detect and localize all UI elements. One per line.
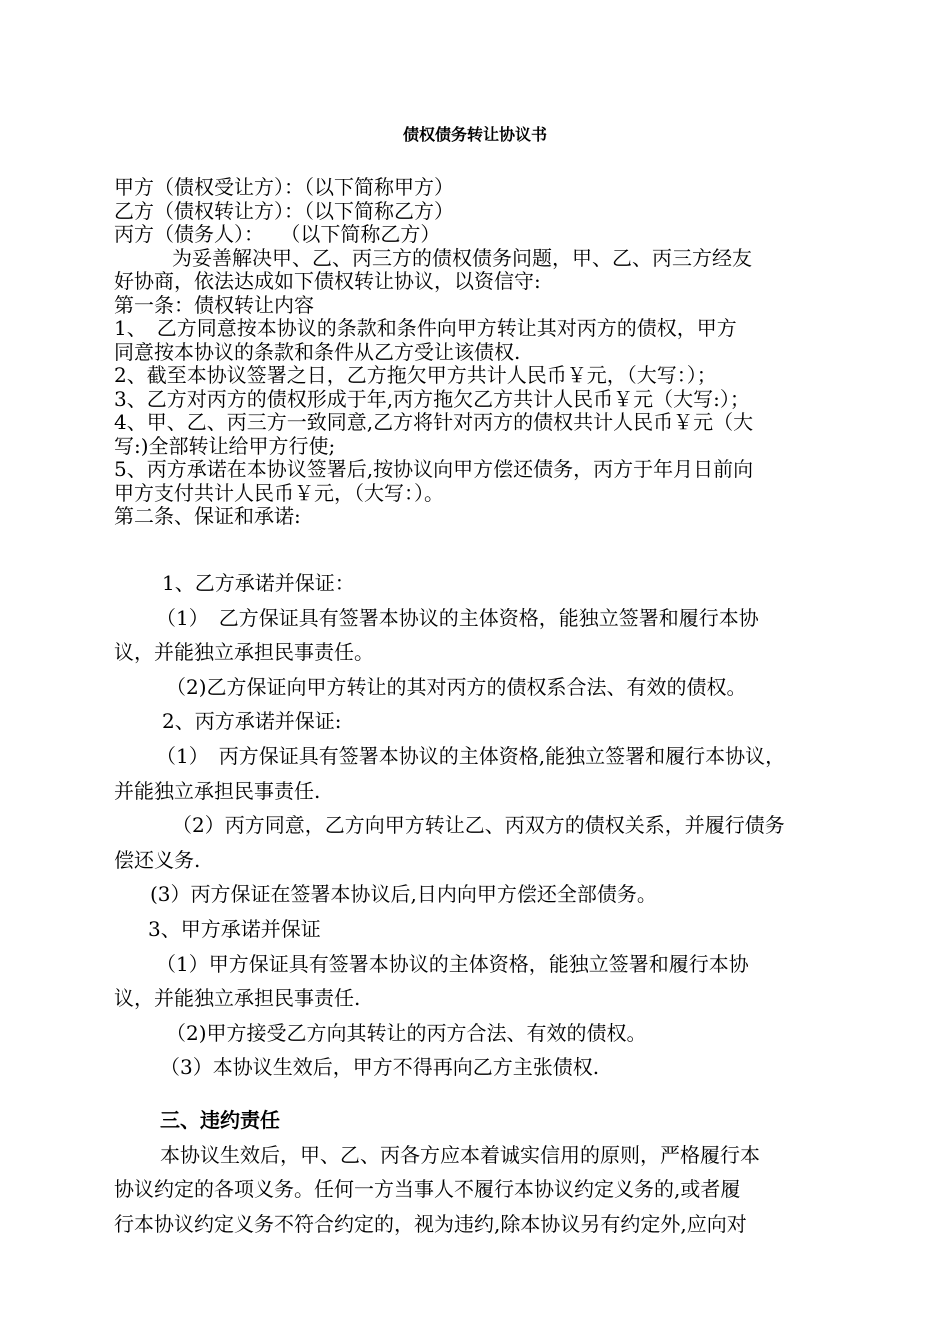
warranty-c-2-line-2: 偿还义务. [114, 847, 201, 872]
party-a-line: 甲方（债权受让方）：（以下简称甲方） [114, 175, 454, 199]
breach-section [114, 1103, 840, 1242]
warranty-b-2: （2)乙方保证向甲方转让的其对丙方的债权系合法、有效的债权。 [166, 674, 747, 699]
preamble-line-1: 为妥善解决甲、乙、丙三方的债权债务问题，甲、乙、丙三方经友 [172, 245, 752, 270]
clause-1-1-line-2: 同意按本协议的条款和条件从乙方受让该债权. [114, 339, 521, 364]
breach-line-1: 本协议生效后，甲、乙、丙各方应本着诚实信用的原则，严格履行本 [160, 1142, 760, 1167]
article-2-heading: 第二条、保证和承诺: [114, 504, 301, 528]
warranty-b-1-line-2: 议，并能独立承担民事责任。 [114, 640, 374, 665]
clause-1-2: 2、截至本协议签署之日，乙方拖欠甲方共计人民币￥元，（大写：）； [114, 363, 717, 387]
warranties-section [114, 566, 840, 1085]
agreement-intro [114, 176, 840, 529]
warranty-a-3: （3）本协议生效后，甲方不得再向乙方主张债权. [160, 1055, 600, 1080]
warranty-c-3: (3）丙方保证在签署本协议后,日内向甲方偿还全部债务。 [150, 882, 657, 907]
preamble-line-2: 好协商，依法达成如下债权转让协议，以资信守: [114, 269, 541, 293]
warranty-b-1-line-1: （1） 乙方保证具有签署本协议的主体资格，能独立签署和履行本协 [156, 605, 759, 630]
warranty-b-heading: 1、乙方承诺并保证： [162, 571, 355, 595]
warranty-a-1-line-1: （1）甲方保证具有签署本协议的主体资格，能独立签署和履行本协 [156, 951, 749, 976]
breach-line-2: 协议约定的各项义务。任何一方当事人不履行本协议约定义务的,或者履 [114, 1177, 741, 1202]
clause-1-1-line-1: 1、 乙方同意按本协议的条款和条件向甲方转让其对丙方的债权，甲方 [114, 316, 737, 340]
warranty-c-2-line-1: （2）丙方同意，乙方向甲方转让乙、丙双方的债权关系，并履行债务 [172, 813, 785, 838]
article-1-heading: 第一条：债权转让内容 [114, 292, 314, 317]
article-3-heading: 三、违约责任 [160, 1108, 280, 1132]
warranty-a-1-line-2: 议，并能独立承担民事责任. [114, 986, 361, 1011]
clause-1-5-line-1: 5、丙方承诺在本协议签署后,按协议向甲方偿还债务，丙方于年月日前向 [114, 457, 754, 481]
warranty-a-2: （2)甲方接受乙方向其转让的丙方合法、有效的债权。 [166, 1020, 647, 1045]
warranty-a-heading: 3、甲方承诺并保证 [148, 916, 321, 941]
warranty-c-heading: 2、丙方承诺并保证: [162, 709, 342, 734]
breach-line-3: 行本协议约定义务不符合约定的，视为违约,除本协议另有约定外,应向对 [114, 1212, 747, 1237]
warranty-c-1-line-2: 并能独立承担民事责任. [114, 778, 321, 803]
clause-1-4-line-1: 4、甲、乙、丙三方一致同意,乙方将针对丙方的债权共计人民币￥元（大 [114, 410, 754, 434]
clause-1-3: 3、乙方对丙方的债权形成于年,丙方拖欠乙方共计人民币￥元（大写:）； [114, 386, 750, 411]
clause-1-4-line-2: 写:)全部转让给甲方行使; [114, 433, 336, 458]
party-b-line: 乙方（债权转让方）：（以下简称乙方） [114, 198, 454, 223]
document-title: 债权债务转让协议书 [402, 125, 547, 144]
warranty-c-1-line-1: （1） 丙方保证具有签署本协议的主体资格,能独立签署和履行本协议， [156, 743, 786, 768]
clause-1-5-line-2: 甲方支付共计人民币￥元，（大写：）。 [114, 480, 444, 505]
party-c-line: 丙方（债务人）： （以下简称乙方） [114, 222, 441, 246]
